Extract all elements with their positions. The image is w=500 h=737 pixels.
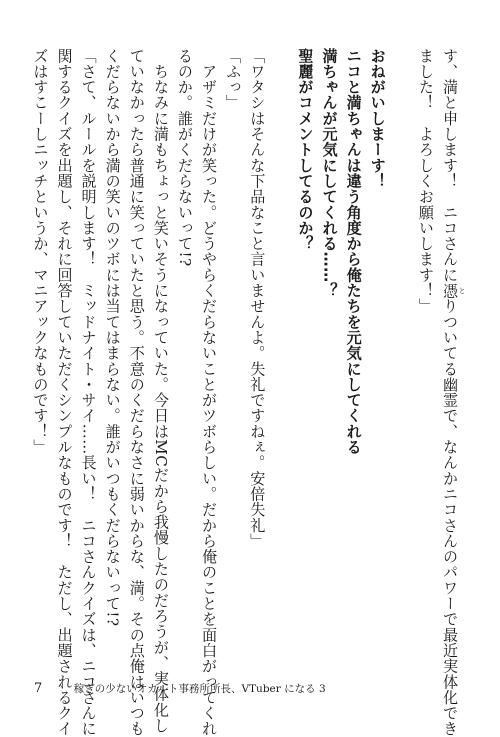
page-number: 7 bbox=[34, 681, 43, 696]
blank-line bbox=[390, 48, 414, 623]
page-footer bbox=[34, 681, 326, 696]
text-line: ズはすこーしニッチというか、マニアックなものです！」 bbox=[31, 48, 50, 455]
text-line: 「ふっ」 bbox=[224, 48, 243, 111]
text-line: ました！ よろしくお願いします！」 bbox=[416, 48, 435, 315]
running-title: 稼ぎの少ないオカルト事務所所長、VTuber になる 3 bbox=[73, 683, 326, 695]
ruby-reading: と bbox=[458, 282, 466, 299]
bold-text-line: おねがいしまーす！ bbox=[368, 48, 387, 189]
text-line: す、満と申します！ ニコさんに憑 とりついてる幽霊で、なんかニコさんのパワーで最近実体化でき bbox=[441, 48, 466, 737]
ruby-annotation: 憑 と bbox=[441, 282, 466, 299]
blank-line bbox=[269, 48, 293, 623]
text-line: くだらないから満の笑いのツボには当てはまらない。誰がいつもくだらないって!? bbox=[103, 48, 122, 627]
text-line: ていなかったら普通に笑っていたと思う。不意のくだらなさに弱いからな、満。その点俺はいつも bbox=[127, 48, 146, 737]
bold-text-line: 聖麗がコメントしてるのか？ bbox=[296, 48, 315, 252]
text-line: 「さて、ルールを説明します！ ミッドナイト・サイ……長い！ ニコさんクイズは、ニコさんに bbox=[79, 48, 98, 737]
text-line: アザミだけが笑った。どうやらくだらないことがツボらしい。だから俺のことを面白がってくれ bbox=[200, 48, 219, 737]
text-line: 「ワタシはそんな下品なこと言いませんよ。失礼ですねぇ。安倍失礼」 bbox=[248, 48, 267, 549]
text-line: ちなみに満もちょっと笑いそうになっていた。今日はMCだから我慢したのだろうが、実体化し bbox=[151, 48, 170, 734]
text-line: 関するクイズを出題し、それに回答していただくシンプルなものです！ ただし、出題されるクイ bbox=[55, 48, 74, 737]
bold-text-line: ニコと満ちゃんは違う角度から俺たちを元気にしてくれる bbox=[344, 48, 363, 455]
text-line: るのか。誰がくだらないって!? bbox=[175, 48, 194, 267]
bold-text-line: 満ちゃんが元気にしてくれる……？ bbox=[320, 48, 339, 299]
